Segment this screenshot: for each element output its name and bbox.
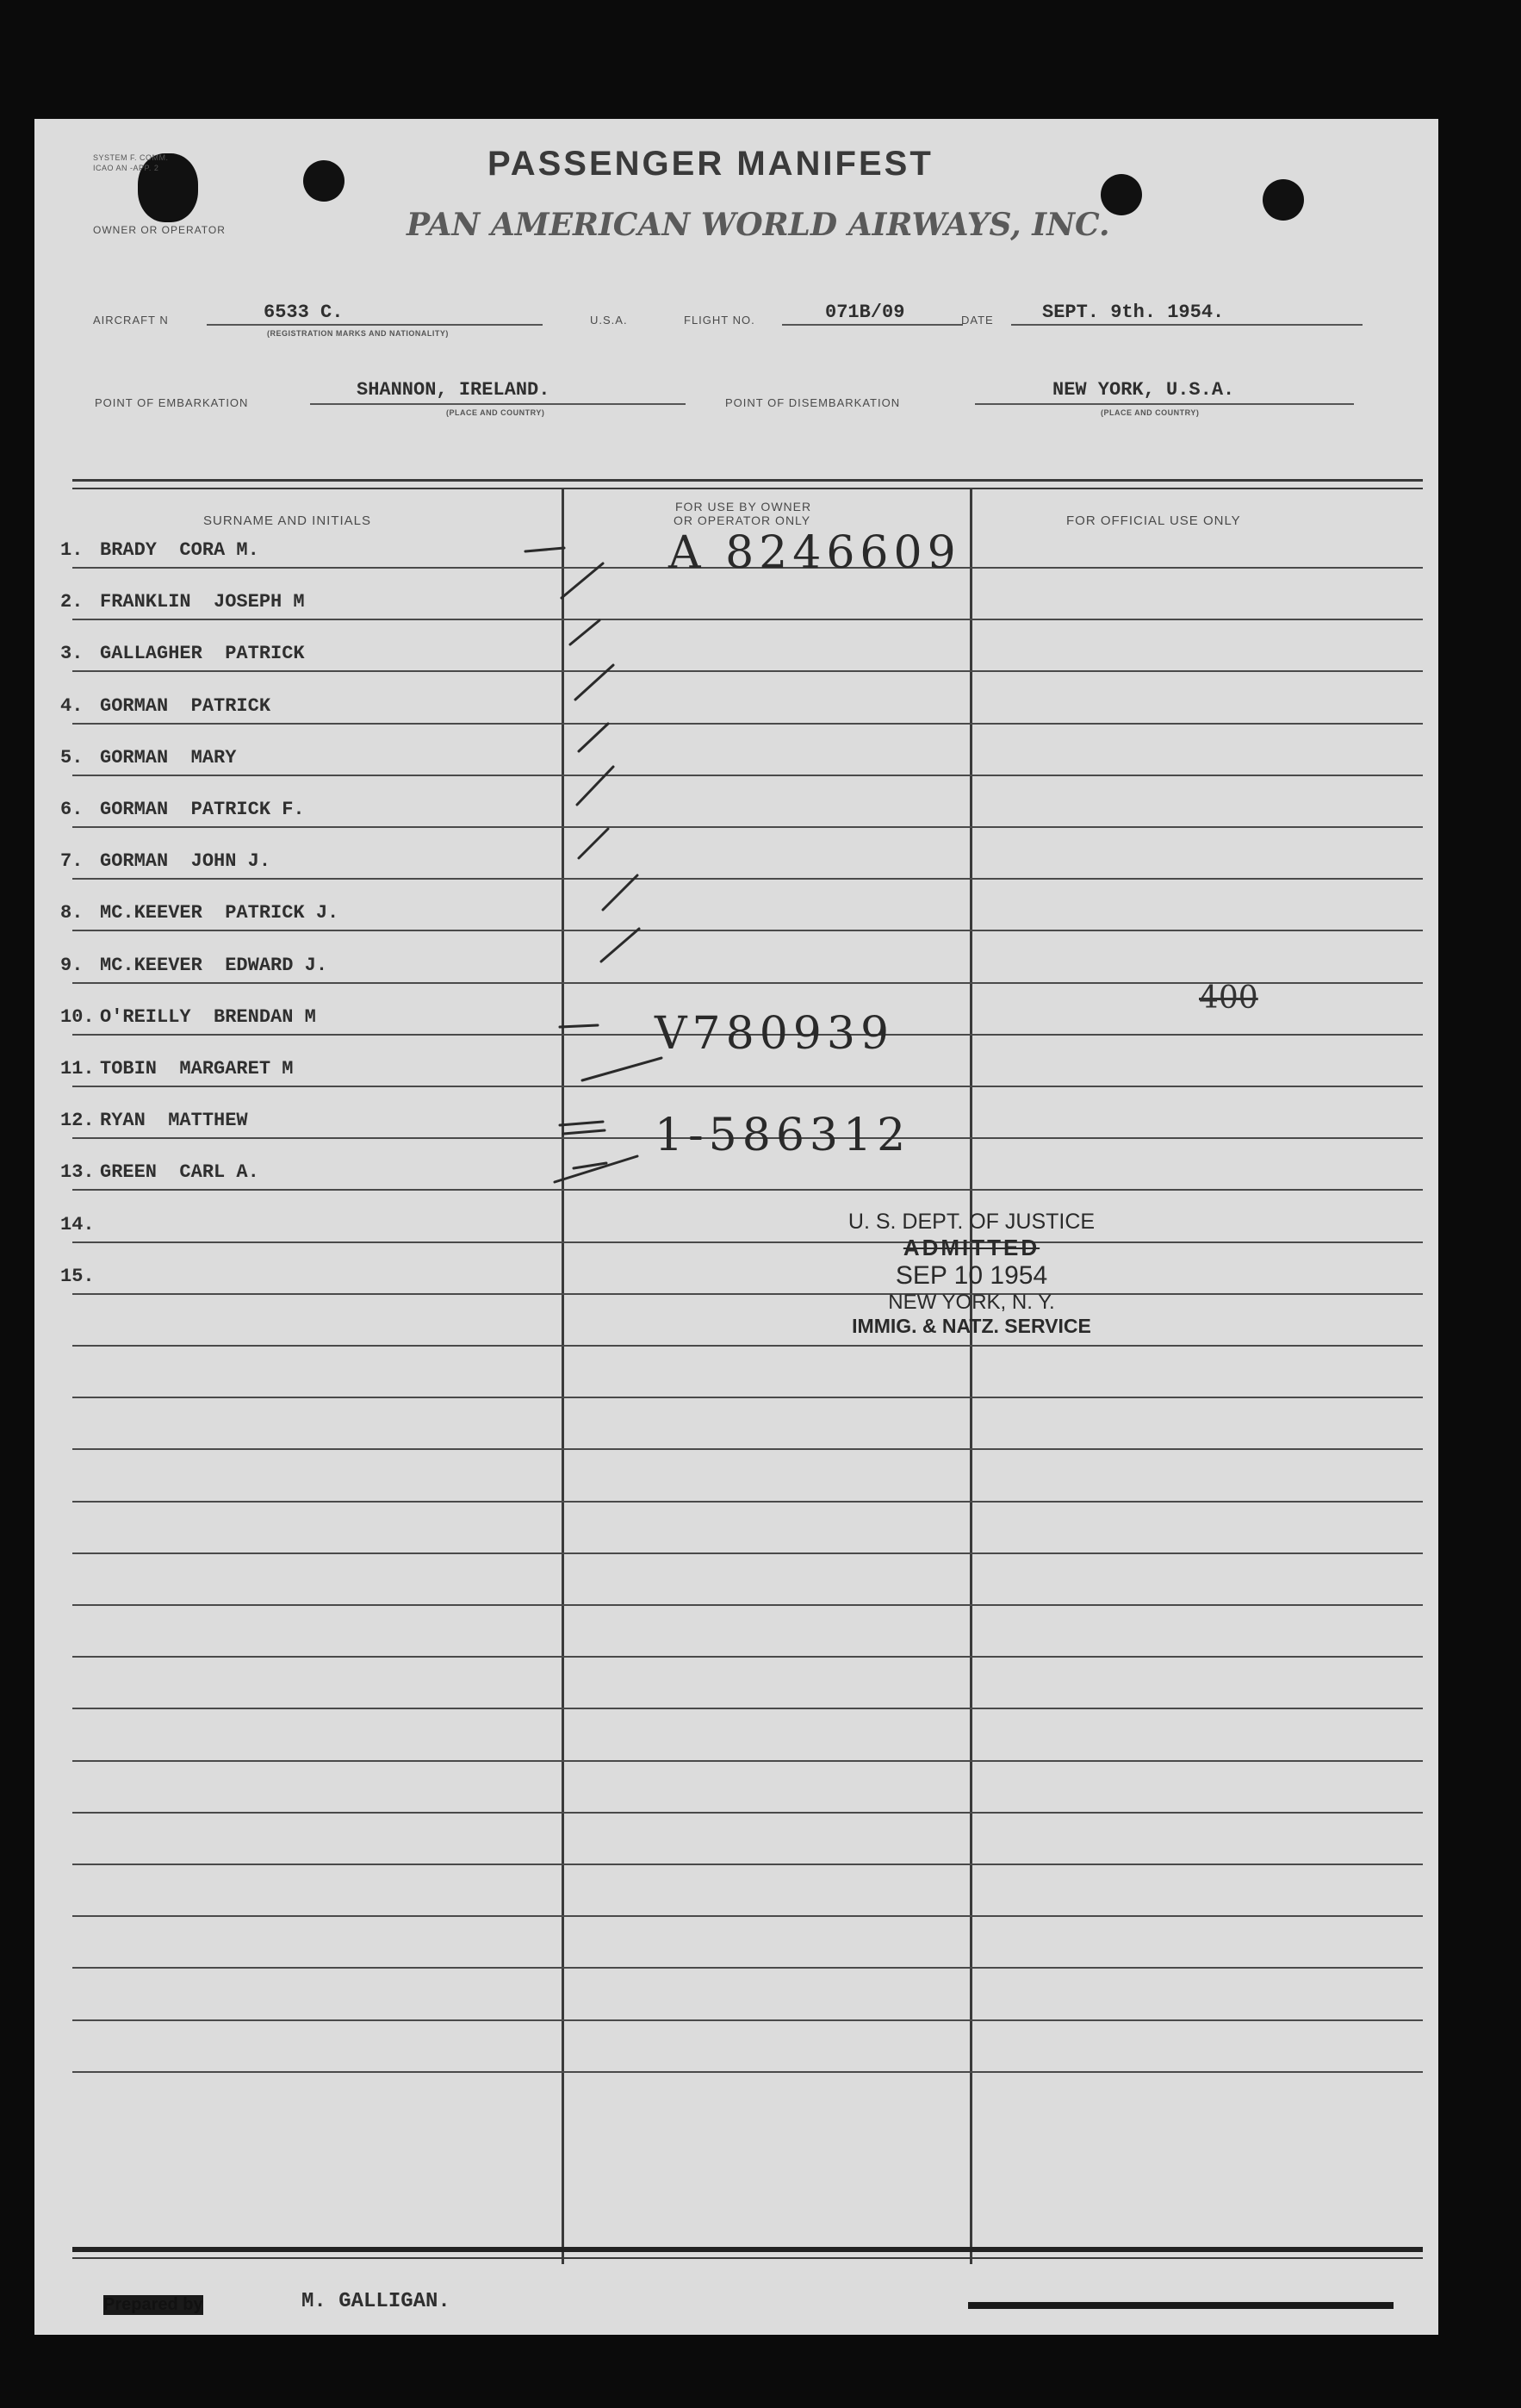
row-rule [72,1604,1423,1606]
immigration-stamp [799,1210,1144,1338]
passenger-name: FRANKLIN JOSEPH M [100,591,305,613]
row-rule [72,1708,1423,1709]
passenger-entry [60,799,305,820]
passenger-name: GREEN CARL A. [100,1161,259,1183]
footer-redaction [968,2302,1394,2309]
passenger-name: GORMAN PATRICK [100,695,271,717]
passenger-number: 5. [60,747,84,768]
flight-label: FLIGHT NO. [684,314,755,327]
passenger-entry [60,747,236,768]
row-rule [72,1812,1423,1814]
passenger-number: 11. [60,1058,95,1080]
passenger-entry [60,643,305,664]
passenger-name: RYAN MATTHEW [100,1110,248,1131]
passenger-entry [60,1266,100,1287]
row-rule [72,1864,1423,1865]
passenger-entry [60,1161,259,1183]
row-rule [72,723,1423,725]
row-rule [72,619,1423,620]
passenger-entry [60,902,338,924]
passenger-number: 13. [60,1161,95,1183]
embarkation-sub-label: (PLACE AND COUNTRY) [446,408,545,417]
passenger-entry [60,1058,293,1080]
nationality-value: U.S.A. [590,314,628,327]
manifest-sheet [34,119,1438,2335]
passenger-name: TOBIN MARGARET M [100,1058,294,1080]
row-rule [72,878,1423,880]
passenger-entry [60,1110,248,1131]
aircraft-value: 6533 C. [264,302,344,323]
date-label: DATE [961,314,994,327]
passenger-number: 9. [60,955,84,976]
embarkation-underline [310,403,686,405]
airline-name: PAN AMERICAN WORLD AIRWAYS, INC. [407,207,1110,243]
prepared-by-label: Prepared by [103,2295,203,2314]
table-top-rule-1 [72,479,1423,482]
passenger-entry [60,1006,316,1028]
row-rule [72,826,1423,828]
row-rule [72,1967,1423,1969]
passenger-number: 14. [60,1214,95,1235]
handwritten-row12-number: 1-586312 [655,1110,911,1161]
owner-label: OWNER OR OPERATOR [93,224,226,236]
stamp-line-date: SEP 10 1954 [895,1261,1048,1290]
passenger-entry [60,955,327,976]
passenger-number: 8. [60,902,84,924]
passenger-name: BRADY CORA M. [100,539,259,561]
passenger-number: 12. [60,1110,95,1131]
disembarkation-sub-label: (PLACE AND COUNTRY) [1101,408,1200,417]
column-header-surname: SURNAME AND INITIALS [203,513,372,528]
passenger-number: 2. [60,591,84,613]
flight-underline [782,324,963,326]
column-header-owner-use-1: FOR USE BY OWNER [675,500,812,513]
passenger-name: GORMAN JOHN J. [100,850,271,872]
column-header-official: FOR OFFICIAL USE ONLY [1066,513,1241,528]
date-value: SEPT. 9th. 1954. [1042,302,1225,323]
passenger-entry [60,539,259,561]
row-rule [72,1397,1423,1398]
passenger-number: 10. [60,1006,95,1028]
disembarkation-label: POINT OF DISEMBARKATION [725,396,901,409]
passenger-number: 4. [60,695,84,717]
passenger-name: GORMAN MARY [100,747,237,768]
passenger-name: GORMAN PATRICK F. [100,799,305,820]
passenger-number: 1. [60,539,84,561]
disembarkation-underline [975,403,1354,405]
row-rule [72,1345,1423,1347]
passenger-name: GALLAGHER PATRICK [100,643,305,664]
row-rule [72,1086,1423,1087]
disembarkation-value: NEW YORK, U.S.A. [1052,379,1235,401]
page-title: PASSENGER MANIFEST [487,145,934,183]
table-top-rule-2 [72,488,1423,489]
row-rule [72,1552,1423,1554]
row-rule [72,1915,1423,1917]
row-rule [72,1501,1423,1503]
flight-value: 071B/09 [825,302,905,323]
handwritten-official-row9: 400 [1199,980,1258,1016]
passenger-entry [60,850,270,872]
row-rule [72,2019,1423,2021]
aircraft-label: AIRCRAFT N [93,314,169,327]
passenger-number: 6. [60,799,84,820]
stamp-line-city: NEW YORK, N. Y. [888,1291,1055,1314]
form-reference-2: ICAO AN -APP. 2 [93,164,159,172]
stamp-line-service: IMMIG. & NATZ. SERVICE [852,1315,1091,1337]
passenger-name: MC.KEEVER PATRICK J. [100,902,339,924]
punch-hole-left [303,160,345,202]
row-rule [72,930,1423,931]
passenger-entry [60,591,305,613]
passenger-number: 7. [60,850,84,872]
row-rule [72,670,1423,672]
stamp-line-dept: U. S. DEPT. OF JUSTICE [847,1210,1096,1234]
punch-hole-right [1263,179,1304,221]
embarkation-label: POINT OF EMBARKATION [95,396,249,409]
column-header-owner-use-2: OR OPERATOR ONLY [674,513,811,527]
row-rule [72,1760,1423,1762]
column-divider-2 [970,488,972,2264]
row-rule [72,1241,1423,1243]
table-bottom-rule-1 [72,2247,1423,2252]
passenger-number: 15. [60,1266,95,1287]
passenger-entry [60,1214,100,1235]
row-rule [72,1656,1423,1658]
row-rule [72,1293,1423,1295]
passenger-name: O'REILLY BRENDAN M [100,1006,316,1028]
row-rule [72,1448,1423,1450]
passenger-entry [60,695,270,717]
row-rule [72,1189,1423,1191]
table-bottom-rule-2 [72,2257,1423,2259]
passenger-name: MC.KEEVER EDWARD J. [100,955,328,976]
check-marks [500,541,706,1316]
stamp-line-admitted: ADMITTED [903,1235,1040,1260]
row-rule [72,2071,1423,2073]
embarkation-value: SHANNON, IRELAND. [357,379,550,401]
passenger-number: 3. [60,643,84,664]
aircraft-sub-label: (REGISTRATION MARKS AND NATIONALITY) [267,329,449,338]
prepared-by-value: M. GALLIGAN. [301,2290,450,2313]
date-underline [1011,324,1363,326]
handwritten-row1-number: A 8246609 [668,527,961,579]
row-rule [72,775,1423,776]
handwritten-row10-number: V780939 [655,1008,895,1060]
form-reference-1: SYSTEM F. COMM. [93,153,169,162]
aircraft-underline [207,324,543,326]
